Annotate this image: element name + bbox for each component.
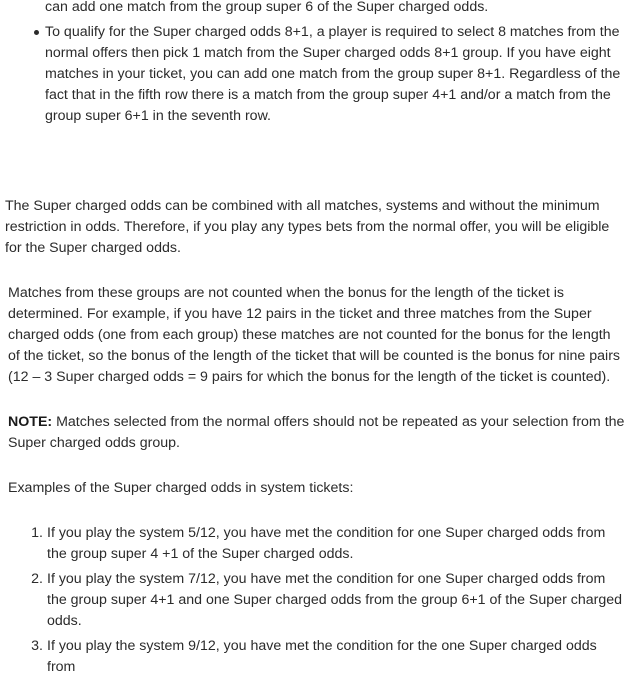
list-item-text: To qualify for the Super charged odds 8+1, a player is required to select 8 matches from the normal offers then pick 1 match from the Super charged odds 8+1 group. If you have eight matches in your ticket, you can add one match from the group super 8+1. Regardless of the fact that in the fifth row there is a match from the group super 4+1 and/or a match from the group super 6+1 in the seventh row. [45, 24, 621, 124]
list-item-text: If you play the system 5/12, you have met the condition for one Super charged odds from the group super 4 +1 of the Super charged odds. [47, 525, 606, 562]
list-item [31, 523, 627, 565]
list-item-text: If you play the system 9/12, you have met the condition for the one Super charged odds from [47, 638, 597, 675]
list-item-number: 3. [31, 638, 43, 654]
note-text: Matches selected from the normal offers should not be repeated as your selection from the Super charged odds group. [8, 414, 625, 451]
paragraph-combined: The Super charged odds can be combined with all matches, systems and without the minimum restriction in odds. Therefore, if you play any types bets from the normal offer, you will be eligible for the Super charged odds. [5, 198, 610, 256]
bullet-list [0, 0, 629, 131]
list-item-text: can add one match from the group super 6 of the Super charged odds. [45, 0, 489, 15]
paragraph-not-counted: Matches from these groups are not counted when the bonus for the length of the ticket is determined. For example, if you have 12 pairs in the ticket and three matches from the Super charged odds (one from each group) these matches are not counted for the bonus for the length of the ticket, so the bonus of the length of the ticket that will be counted is the bonus for nine pairs (12 – 3 Super charged odds = 9 pairs for which the bonus for the length of the ticket is counted). [8, 285, 621, 385]
list-item [45, 0, 629, 18]
list-item [45, 22, 629, 127]
list-item-text: If you play the system 7/12, you have met the condition for one Super charged odds from the group super 4+1 and one Super charged odds from the group 6+1 of the Super charged odds. [47, 571, 623, 629]
list-item [31, 636, 627, 678]
examples-list [0, 523, 627, 682]
note-label: NOTE: [8, 414, 53, 430]
list-item-number: 2. [31, 571, 43, 587]
examples-intro: Examples of the Super charged odds in system tickets: [8, 480, 354, 496]
list-item [31, 569, 627, 632]
list-item-number: 1. [31, 525, 43, 541]
note-paragraph [8, 412, 625, 454]
